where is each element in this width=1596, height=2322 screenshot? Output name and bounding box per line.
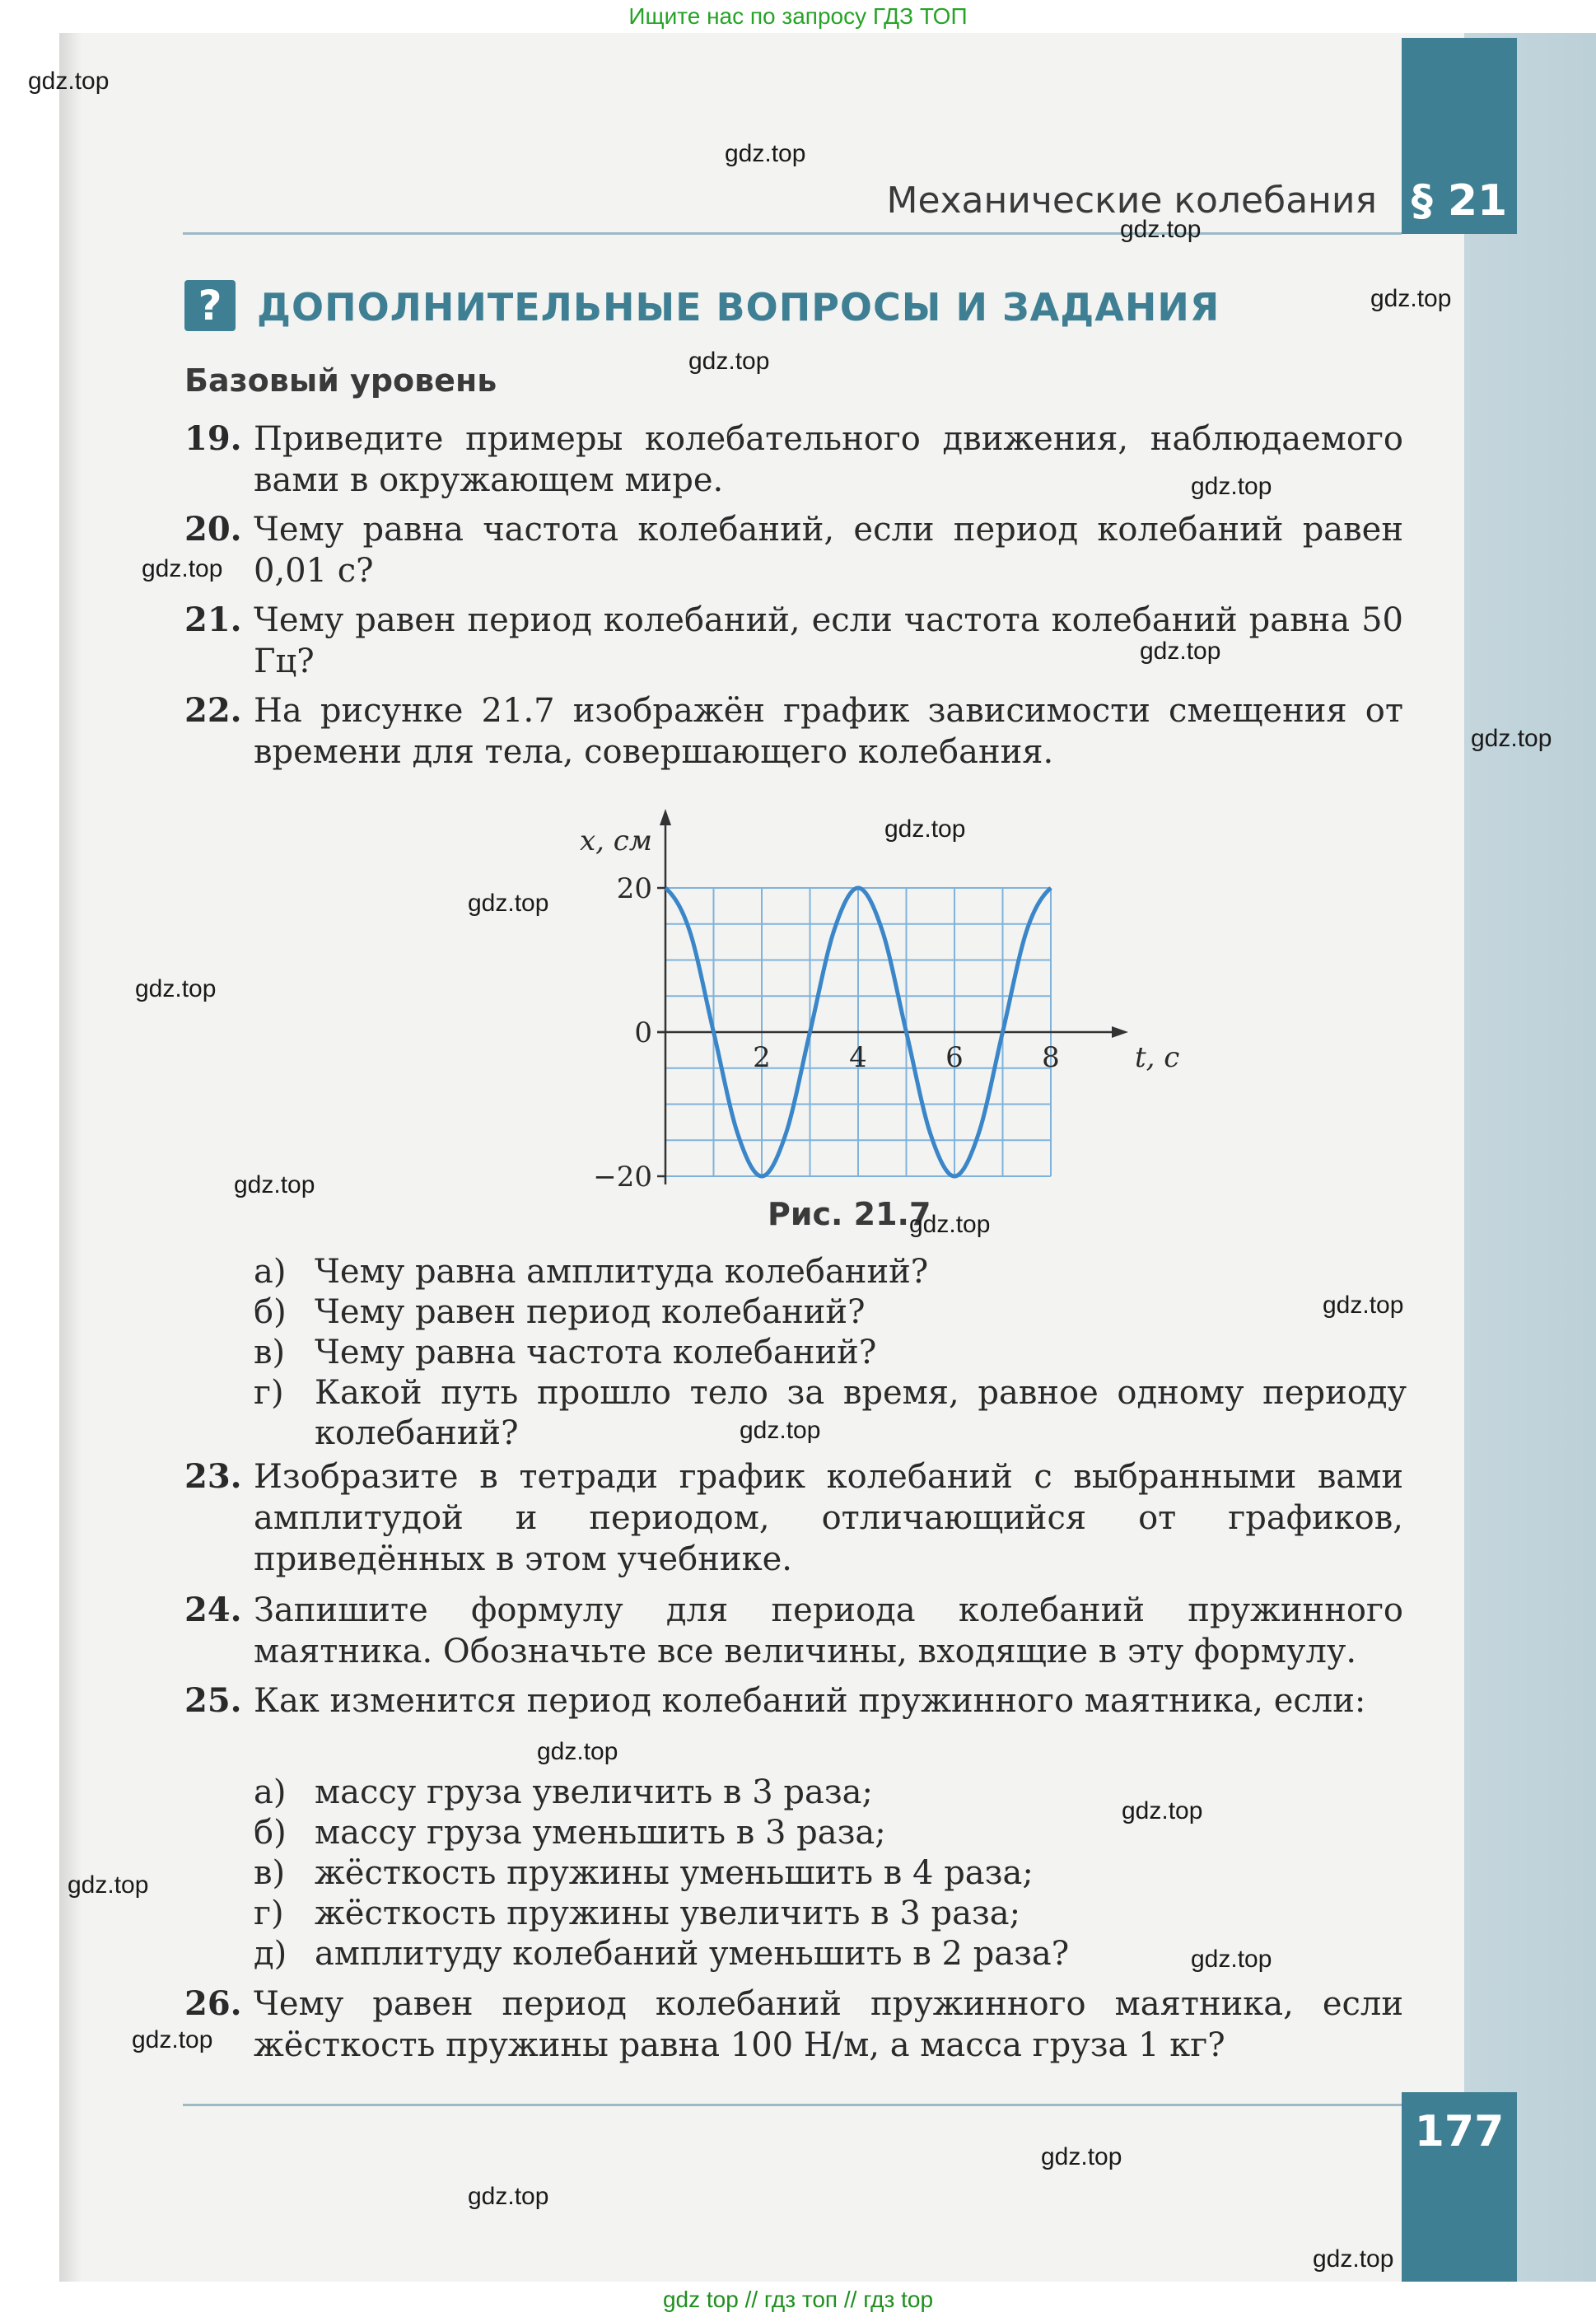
task-25-sub-a	[254, 1773, 1407, 1813]
task-25	[184, 1680, 1403, 1722]
task-text: Чему равен период колебаний пружинного маятника, если жёсткость пружины равна 100 Н/м, а масса груза 1 кг?	[254, 1985, 1403, 2064]
task-number: 20.	[184, 510, 242, 549]
sub-text: Чему равна частота колебаний?	[315, 1334, 877, 1371]
section-tab: § 21	[1402, 38, 1517, 234]
chart-y-tick-label: −20	[593, 1161, 652, 1194]
task-20	[184, 509, 1403, 591]
chart-y-arrow	[660, 809, 671, 825]
figure-21-7-chart	[529, 799, 1188, 1194]
watermark: gdz.top	[884, 815, 966, 843]
watermark: gdz.top	[1370, 285, 1452, 312]
watermark: gdz.top	[468, 890, 549, 917]
chart-x-tick-label: 2	[753, 1041, 771, 1074]
sub-text: жёсткость пружины уменьшить в 4 раза;	[315, 1854, 1034, 1892]
watermark: gdz.top	[28, 68, 110, 95]
watermark: gdz.top	[1191, 473, 1272, 500]
watermark: gdz.top	[740, 1417, 821, 1444]
watermark: gdz.top	[1313, 2245, 1394, 2273]
header-rule	[183, 232, 1402, 235]
sub-text: Какой путь прошло тело за время, равное одному периоду колебаний?	[315, 1374, 1407, 1452]
sub-letter: в)	[254, 1334, 286, 1371]
task-number: 22.	[184, 691, 242, 730]
task-22-sub-v	[254, 1333, 1407, 1373]
side-strip	[1464, 33, 1596, 2282]
task-number: 19.	[184, 419, 242, 458]
task-22	[184, 690, 1403, 773]
sub-letter: д)	[254, 1935, 287, 1973]
task-23	[184, 1456, 1403, 1580]
task-25-sub-b	[254, 1813, 1407, 1853]
sub-letter: а)	[254, 1773, 287, 1811]
task-26	[184, 1983, 1403, 2066]
sub-letter: б)	[254, 1814, 287, 1852]
task-text: Как изменится период колебаний пружинного маятника, если:	[254, 1682, 1366, 1720]
task-text: Чему равна частота колебаний, если период колебаний равен 0,01 с?	[254, 511, 1403, 590]
sub-text: Чему равен период колебаний?	[315, 1293, 866, 1331]
page-shadow	[59, 33, 82, 2282]
sub-text: Чему равна амплитуда колебаний?	[315, 1253, 929, 1291]
task-number: 25.	[184, 1681, 242, 1720]
chart-x-tick-label: 4	[849, 1041, 867, 1074]
sub-letter: а)	[254, 1253, 287, 1291]
task-25-sub-v	[254, 1853, 1407, 1894]
watermark: gdz.top	[725, 140, 806, 167]
sub-letter: б)	[254, 1293, 287, 1331]
figure-caption: Рис. 21.7	[768, 1196, 931, 1232]
watermark: gdz.top	[132, 2026, 213, 2053]
watermark: gdz.top	[142, 555, 223, 582]
page-number: 177	[1402, 2092, 1517, 2282]
task-number: 24.	[184, 1591, 242, 1629]
sub-letter: г)	[254, 1895, 284, 1932]
task-number: 26.	[184, 1984, 242, 2023]
watermark: gdz.top	[1122, 1797, 1203, 1824]
question-icon: ?	[184, 280, 236, 331]
watermark: gdz.top	[468, 2183, 549, 2210]
task-text: Чему равен период колебаний, если частота колебаний равна 50 Гц?	[254, 601, 1403, 680]
chart-y-axis-label: x, см	[579, 825, 652, 857]
chart-x-arrow	[1112, 1026, 1128, 1038]
textbook-page	[59, 33, 1596, 2282]
task-number: 21.	[184, 600, 242, 639]
chart-y-tick-label: 0	[634, 1016, 652, 1049]
task-22-sub-a	[254, 1252, 1407, 1292]
sub-text: амплитуду колебаний уменьшить в 2 раза?	[315, 1935, 1070, 1973]
sub-letter: г)	[254, 1374, 284, 1412]
chart-x-tick-label: 8	[1042, 1041, 1060, 1074]
watermark: gdz.top	[1120, 216, 1202, 243]
sub-text: жёсткость пружины увеличить в 3 раза;	[315, 1895, 1021, 1932]
chart-y-tick-label: 20	[616, 872, 652, 905]
running-head: Механические колебания	[886, 180, 1377, 222]
watermark: gdz.top	[537, 1738, 618, 1765]
chart-x-tick-label: 6	[945, 1041, 964, 1074]
top-banner[interactable]: Ищите нас по запросу ГДЗ ТОП	[628, 3, 968, 29]
sub-letter: в)	[254, 1854, 286, 1892]
level-heading: Базовый уровень	[184, 362, 497, 399]
footer-rule	[183, 2104, 1402, 2106]
task-22-sub-g	[254, 1373, 1407, 1454]
sub-text: массу груза увеличить в 3 раза;	[315, 1773, 874, 1811]
section-title: ДОПОЛНИТЕЛЬНЫЕ ВОПРОСЫ И ЗАДАНИЯ	[257, 285, 1220, 329]
watermark: gdz.top	[1323, 1292, 1404, 1319]
task-22-sub-b	[254, 1292, 1407, 1333]
watermark: gdz.top	[135, 975, 217, 1002]
task-text: На рисунке 21.7 изображён график зависимости смещения от времени для тела, совершающего колебания.	[254, 692, 1403, 771]
watermark: gdz.top	[68, 1871, 149, 1899]
watermark: gdz.top	[688, 348, 770, 375]
task-text: Изобразите в тетради график колебаний с выбранными вами амплитудой и периодом, отличающийся от графиков, приведённых в этом учебнике.	[254, 1458, 1403, 1578]
task-25-sub-g	[254, 1894, 1407, 1934]
watermark: gdz.top	[1041, 2143, 1122, 2170]
watermark: gdz.top	[234, 1171, 315, 1198]
task-text: Приведите примеры колебательного движения, наблюдаемого вами в окружающем мире.	[254, 420, 1403, 499]
watermark: gdz.top	[1191, 1946, 1272, 1973]
task-number: 23.	[184, 1457, 242, 1496]
sub-text: массу груза уменьшить в 3 раза;	[315, 1814, 886, 1852]
chart-x-axis-label: t, с	[1135, 1041, 1180, 1074]
task-text: Запишите формулу для периода колебаний пружинного маятника. Обозначьте все величины, входящие в эту формулу.	[254, 1591, 1403, 1670]
watermark: gdz.top	[1471, 725, 1552, 752]
task-24	[184, 1590, 1403, 1672]
watermark: gdz.top	[909, 1211, 991, 1238]
bottom-banner[interactable]: gdz top // гдз топ // гдз top	[662, 2287, 934, 2312]
watermark: gdz.top	[1140, 638, 1221, 665]
